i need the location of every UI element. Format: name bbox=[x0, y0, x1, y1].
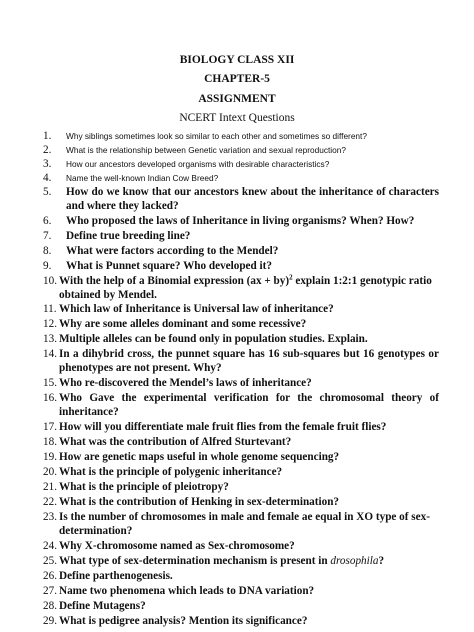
question-text: Why X-chromosome named as Sex-chromosome? bbox=[59, 540, 295, 552]
question-item bbox=[43, 600, 439, 614]
question-text: Which law of Inheritance is Universal law of inheritance? bbox=[59, 303, 334, 315]
question-item bbox=[43, 570, 439, 584]
question-text: What was the contribution of Alfred Sturtevant? bbox=[59, 436, 292, 448]
question-item bbox=[43, 348, 439, 376]
question-number: 22. bbox=[43, 496, 57, 508]
question-number: 25. bbox=[43, 555, 57, 567]
binomial-expression: ax + by bbox=[250, 275, 286, 287]
question-number: 27. bbox=[43, 585, 57, 597]
question-text: Define parthenogenesis. bbox=[59, 570, 173, 582]
question-item bbox=[43, 466, 439, 480]
question-text: With the help of a Binomial expression (ax + by)$^2$ explain 1:2:1 genotypic ratio obtained by Mendel. bbox=[59, 273, 432, 301]
question-item bbox=[43, 230, 439, 244]
question-text: Why are some alleles dominant and some recessive? bbox=[59, 318, 307, 330]
question-item bbox=[43, 275, 439, 303]
question-number: 17. bbox=[43, 421, 57, 433]
question-text: Who proposed the laws of Inheritance in living organisms? When? How? bbox=[66, 215, 415, 227]
question-number: 7. bbox=[43, 230, 52, 242]
question-number: 5. bbox=[43, 186, 52, 198]
question-item bbox=[43, 496, 439, 510]
question-item bbox=[43, 585, 439, 599]
question-item bbox=[43, 555, 439, 569]
question-number: 21. bbox=[43, 481, 57, 493]
question-item bbox=[43, 377, 439, 391]
question-text: Why siblings sometimes look so similar to each other and sometimes so different? bbox=[66, 131, 367, 141]
question-number: 2. bbox=[43, 144, 52, 156]
question-item bbox=[43, 615, 439, 629]
question-number: 19. bbox=[43, 451, 57, 463]
question-number: 29. bbox=[43, 615, 57, 627]
question-text: What type of sex-determination mechanism is present in drosophila? bbox=[59, 555, 385, 567]
question-item bbox=[43, 186, 439, 214]
question-number: 16. bbox=[43, 392, 57, 404]
question-number: 26. bbox=[43, 570, 57, 582]
question-item bbox=[43, 436, 439, 450]
question-text: In a dihybrid cross, the punnet square has 16 sub-squares but 16 genotypes or phenotypes are not present. Why? bbox=[59, 348, 439, 374]
question-number: 23. bbox=[43, 511, 57, 523]
question-text: What is the relationship between Genetic variation and sexual reproduction? bbox=[66, 145, 346, 155]
question-text: Name the well-known Indian Cow Breed? bbox=[66, 173, 219, 183]
question-text: What is pedigree analysis? Mention its significance? bbox=[59, 615, 308, 627]
question-number: 6. bbox=[43, 215, 52, 227]
question-item bbox=[43, 303, 439, 317]
question-number: 3. bbox=[43, 158, 52, 170]
question-item bbox=[43, 481, 439, 495]
question-item bbox=[43, 172, 439, 186]
question-text: Who Gave the experimental verification for the chromosomal theory of inheritance? bbox=[59, 392, 439, 418]
question-item bbox=[43, 511, 439, 539]
question-number: 12. bbox=[43, 318, 57, 330]
species-name: drosophila bbox=[330, 555, 379, 567]
question-text: Define Mutagens? bbox=[59, 600, 146, 612]
question-text: Multiple alleles can be found only in population studies. Explain. bbox=[59, 333, 368, 345]
question-number: 13. bbox=[43, 333, 57, 345]
question-item bbox=[43, 144, 439, 158]
question-number: 18. bbox=[43, 436, 57, 448]
question-item bbox=[43, 215, 439, 229]
question-number: 11. bbox=[43, 303, 57, 315]
question-number: 24. bbox=[43, 540, 57, 552]
question-text: What is the principle of polygenic inheritance? bbox=[59, 466, 283, 478]
question-text: How do we know that our ancestors knew about the inheritance of characters and where they lacked? bbox=[66, 186, 439, 212]
question-number: 28. bbox=[43, 600, 57, 612]
question-text: What is the contribution of Henking in sex-determination? bbox=[59, 496, 340, 508]
question-text: Who re-discovered the Mendel’s laws of inheritance? bbox=[59, 377, 312, 389]
question-item bbox=[43, 392, 439, 420]
question-item bbox=[43, 158, 439, 172]
question-text: How will you differentiate male fruit flies from the female fruit flies? bbox=[59, 421, 387, 433]
question-number: 9. bbox=[43, 260, 52, 272]
question-number: 15. bbox=[43, 377, 57, 389]
question-text: Define true breeding line? bbox=[66, 230, 191, 242]
question-number: 1. bbox=[43, 130, 52, 142]
question-text: Is the number of chromosomes in male and female ae equal in XO type of sex-determination? bbox=[59, 511, 430, 537]
question-text: What is the principle of pleiotropy? bbox=[59, 481, 229, 493]
exponent: 2 bbox=[289, 273, 293, 282]
question-item bbox=[43, 333, 439, 347]
question-item bbox=[43, 245, 439, 259]
question-text: What is Punnet square? Who developed it? bbox=[66, 260, 272, 272]
question-item bbox=[43, 318, 439, 332]
question-item bbox=[43, 451, 439, 465]
question-item bbox=[43, 130, 439, 144]
question-number: 4. bbox=[43, 172, 52, 184]
section-subtitle: NCERT Intext Questions bbox=[179, 112, 295, 124]
question-number: 10. bbox=[43, 275, 57, 287]
question-number: 8. bbox=[43, 245, 52, 257]
question-text: What were factors according to the Mendel? bbox=[66, 245, 279, 257]
question-item bbox=[43, 260, 439, 274]
question-text: How our ancestors developed organisms with desirable characteristics? bbox=[66, 159, 330, 169]
question-text: How are genetic maps useful in whole genome sequencing? bbox=[59, 451, 340, 463]
question-item bbox=[43, 540, 439, 554]
chapter-label: CHAPTER-5 bbox=[204, 73, 270, 85]
assignment-label: ASSIGNMENT bbox=[198, 93, 276, 105]
question-text: Name two phenomena which leads to DNA variation? bbox=[59, 585, 315, 597]
question-item bbox=[43, 421, 439, 435]
question-number: 20. bbox=[43, 466, 57, 478]
question-number: 14. bbox=[43, 348, 57, 360]
doc-title: BIOLOGY CLASS XII bbox=[179, 54, 295, 66]
